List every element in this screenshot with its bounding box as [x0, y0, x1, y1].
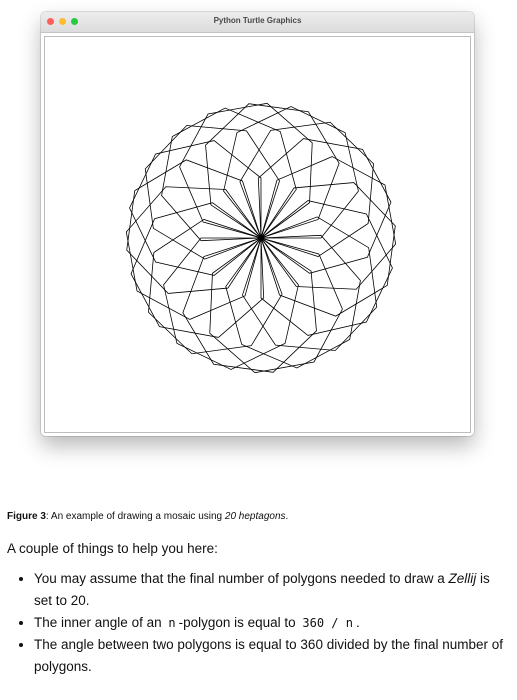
- turtle-canvas-area: [41, 33, 474, 436]
- caption-emphasis: 20 heptagons: [224, 511, 286, 522]
- hint-text: The inner angle of an: [34, 615, 166, 630]
- inline-code: n: [168, 616, 176, 630]
- heptagon-outline: [224, 107, 359, 238]
- inline-code: 360 / n: [302, 616, 353, 630]
- caption-text: : An example of drawing a mosaic using: [45, 511, 225, 522]
- turtle-canvas: [44, 36, 471, 433]
- heptagon-outline: [162, 108, 297, 241]
- heptagon-outline: [226, 235, 361, 368]
- heptagon-outline: [261, 201, 392, 336]
- heptagon-outline: [258, 139, 391, 274]
- heptagon-mosaic-drawing: [45, 37, 470, 432]
- hint-text: .: [355, 615, 360, 630]
- caption-end: .: [285, 511, 289, 522]
- window-titlebar[interactable]: [41, 12, 474, 33]
- hint-list: [0, 568, 504, 678]
- hint-text: is set to 20.: [34, 571, 490, 608]
- intro-paragraph: A couple of things to help you here:: [7, 541, 218, 556]
- hint-item: [34, 568, 504, 612]
- hint-item: [34, 612, 504, 634]
- heptagon-outline: [164, 238, 299, 369]
- figure-caption: [7, 511, 288, 523]
- heptagon-outline: [131, 203, 264, 338]
- hint-item: • The angle between two polygons is equal to 360 divided by the final number of polygons.: [34, 634, 504, 678]
- turtle-graphics-window: [41, 12, 474, 436]
- figure-label: Figure 3: [7, 511, 46, 522]
- heptagon-outline: [130, 141, 261, 276]
- hint-text: -polygon is equal to: [178, 615, 300, 630]
- hint-emphasis: Zellij: [448, 571, 477, 586]
- window-title: Python Turtle Graphics: [213, 16, 302, 25]
- hint-text: You may assume that the final number of polygons needed to draw a: [34, 571, 449, 586]
